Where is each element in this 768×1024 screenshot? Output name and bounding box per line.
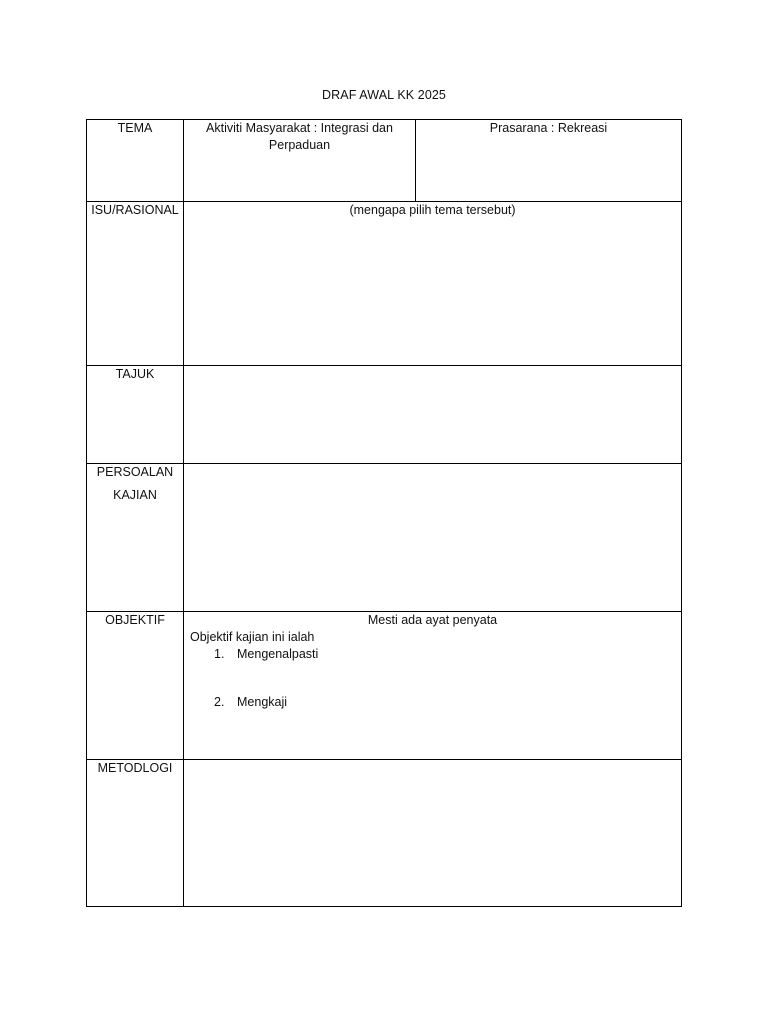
row-objektif: [87, 612, 682, 760]
label-isu-rasional: [87, 202, 184, 366]
list-item-text: Mengkaji: [237, 695, 288, 709]
list-item-number: 1.: [214, 647, 225, 661]
tema-content-cell: [184, 120, 682, 202]
isu-rasional-hint: (mengapa pilih tema tersebut): [349, 203, 516, 217]
label-objektif: [87, 612, 184, 760]
label-tajuk: [87, 366, 184, 464]
label-objektif-text: OBJEKTIF: [105, 613, 165, 627]
tema-right-text: Prasarana : Rekreasi: [489, 121, 608, 135]
tema-left-text: Aktiviti Masyarakat : Integrasi dan Perpaduan: [206, 121, 393, 152]
isu-rasional-cell[interactable]: [184, 202, 682, 366]
objektif-note: Mesti ada ayat penyata: [367, 613, 498, 627]
list-item-text: Mengenalpasti: [237, 647, 319, 661]
label-persoalan-kajian: [87, 464, 184, 612]
row-metodologi: [87, 760, 682, 907]
label-persoalan-line1: PERSOALAN: [96, 465, 174, 479]
label-metodologi: [87, 760, 184, 907]
proposal-form-table: [86, 119, 682, 907]
label-metodologi-text: METODLOGI: [97, 761, 173, 775]
objektif-intro: Objektif kajian ini ialah: [190, 630, 315, 644]
tajuk-cell[interactable]: [184, 366, 682, 464]
label-tema: [87, 120, 184, 202]
row-persoalan-kajian: [87, 464, 682, 612]
objektif-cell[interactable]: [184, 612, 682, 760]
row-tema: [87, 120, 682, 202]
list-item: [184, 694, 681, 711]
page-title: DRAF AWAL KK 2025: [322, 88, 446, 102]
tema-subtable: [184, 120, 681, 201]
label-persoalan-line2: KAJIAN: [113, 488, 157, 502]
tema-left-cell[interactable]: [184, 120, 416, 201]
persoalan-kajian-cell[interactable]: [184, 464, 682, 612]
objektif-list: [184, 646, 681, 711]
row-isu-rasional: [87, 202, 682, 366]
tema-right-cell[interactable]: [416, 120, 682, 201]
metodologi-cell[interactable]: [184, 760, 682, 907]
label-tajuk-text: TAJUK: [115, 367, 155, 381]
list-item-number: 2.: [214, 695, 225, 709]
list-item: [184, 646, 681, 663]
label-tema-text: TEMA: [117, 121, 153, 135]
label-isu-rasional-text: ISU/RASIONAL: [91, 203, 179, 217]
row-tajuk: [87, 366, 682, 464]
